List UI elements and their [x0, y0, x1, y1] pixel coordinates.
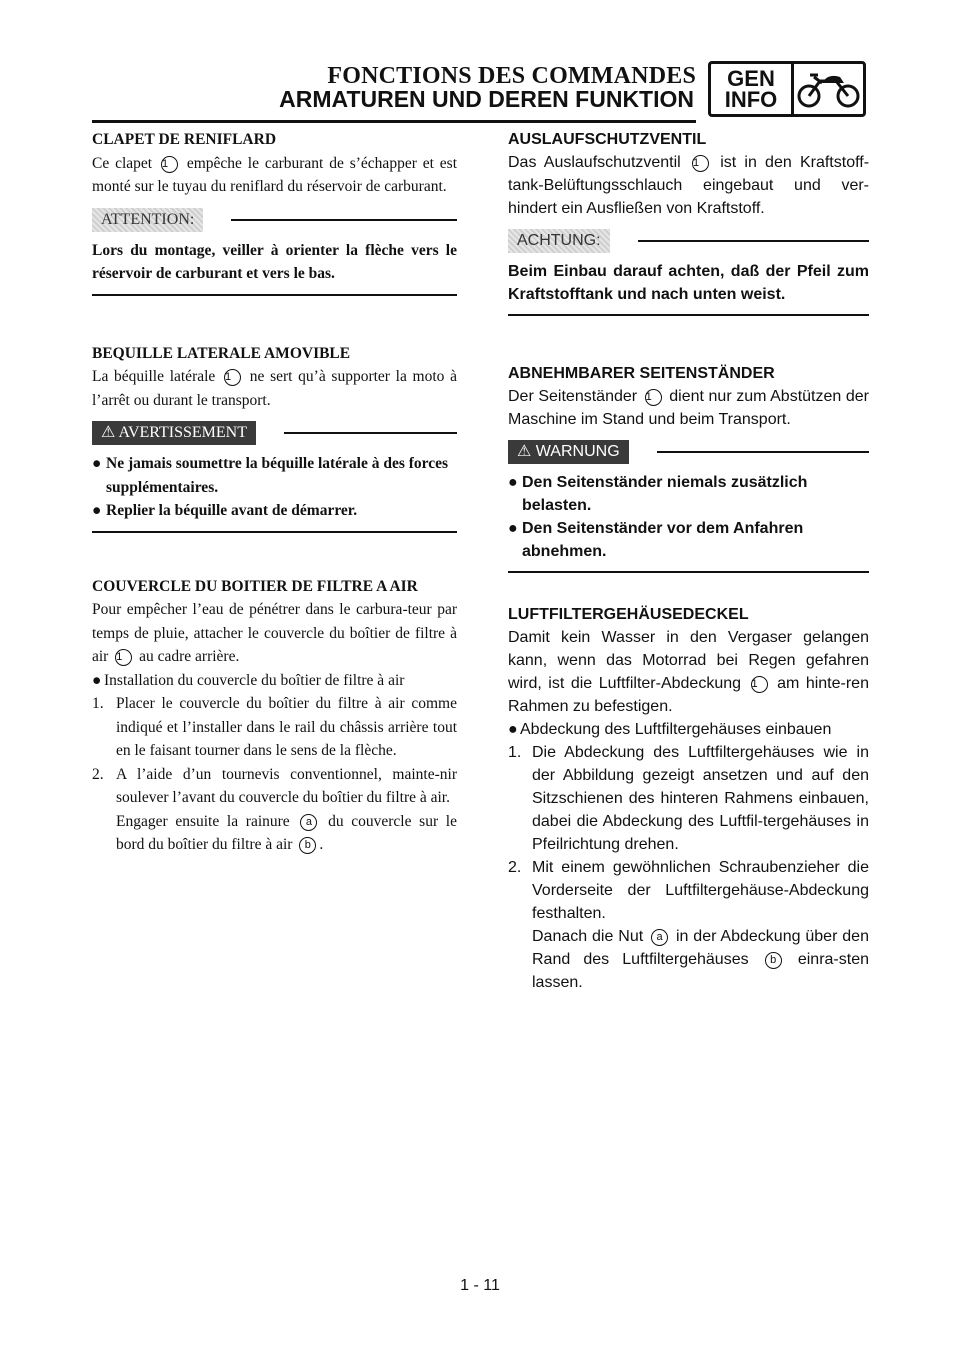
fr-aircover-bullet: Installation du couvercle du boîtier de filtre à air: [104, 671, 405, 689]
ref-a-marker: a: [300, 814, 317, 831]
ref-1-marker: 1: [161, 156, 178, 173]
list-item: [508, 856, 869, 994]
fr-aircover-heading: COUVERCLE DU BOITIER DE FILTRE A AIR: [92, 577, 418, 595]
fr-step-2b-a: Engager ensuite la rainure: [116, 812, 290, 830]
fr-sidestand-heading: BEQUILLE LATERALE AMOVIBLE: [92, 344, 351, 362]
fr-attention-box: [92, 207, 457, 296]
de-sidestand-text: [508, 385, 869, 431]
fr-warning-label-text: AVERTISSEMENT: [118, 424, 247, 441]
french-column: [92, 128, 457, 857]
step-number: 2.: [508, 859, 522, 876]
ref-b-marker: b: [299, 837, 316, 854]
de-aircover-heading: LUFTFILTERGEHÄUSEDECKEL: [508, 606, 749, 623]
step-number: 1.: [508, 744, 522, 761]
list-item: [508, 517, 869, 563]
motorcycle-icon: [794, 64, 863, 114]
fr-step-2: [116, 763, 457, 857]
fr-breather-text: [92, 152, 457, 199]
de-sidestand-heading: ABNEHMBARER SEITENSTÄNDER: [508, 365, 775, 382]
de-achtung-rule: [638, 240, 869, 242]
warning-triangle-icon: ⚠: [101, 424, 116, 441]
list-item: [508, 471, 869, 517]
fr-attention-rule: [231, 219, 457, 221]
de-achtung-label: ACHTUNG:: [508, 229, 610, 253]
header-rule: [92, 120, 696, 123]
de-achtung-box: [508, 228, 869, 316]
bullet-icon: ●: [508, 474, 518, 491]
warning-triangle-icon: ⚠: [517, 443, 532, 460]
de-warnung-rule: [657, 451, 869, 453]
de-breather-text-b: ist in den Kraftstoff-tank-Belüftungsschlauch eingebaut und ver-hindert ein Ausfließen von Kraftstoff.: [508, 154, 870, 217]
fr-step-2b-c: .: [319, 836, 324, 853]
list-item: [92, 499, 457, 523]
de-aircover-text-a: Damit kein Wasser in den Vergaser gelangen kann, wenn das Motorrad bei Regen gefahren wird, ist die Luftfilter-Abdeckung: [508, 629, 869, 692]
badge-line-2: INFO: [724, 87, 778, 112]
list-item: [92, 763, 457, 857]
fr-attention-label: ATTENTION:: [92, 208, 203, 232]
de-step-2-text: Mit einem gewöhnlichen Schraubenzieher die Vorderseite der Luftfiltergehäuse-Abdeckung festhalten.: [532, 859, 869, 922]
de-warnung-label-text: WARNUNG: [535, 443, 620, 460]
ref-1-marker: 1: [692, 155, 709, 172]
fr-sidestand-text-b: ne sert qu’à supporter la moto à l’arrêt ou durant le transport.: [92, 368, 458, 409]
de-step-2: [532, 856, 869, 994]
list-item: [92, 669, 457, 693]
bullet-icon: ●: [92, 455, 102, 472]
header-title-de: ARMATUREN UND DEREN FUNKTION: [279, 86, 694, 112]
de-step-2b-b: in der Abdeckung über den Rand des Luftfiltergehäuses: [532, 928, 869, 968]
fr-breather-heading: CLAPET DE RENIFLARD: [92, 131, 277, 148]
fr-warning-box: [92, 420, 457, 533]
de-step-2b-c: einra-sten lassen.: [532, 951, 869, 991]
gen-info-badge: [708, 61, 866, 117]
ref-1-marker: 1: [645, 389, 662, 406]
de-sidestand-text-a: Der Seitenständer: [508, 388, 638, 405]
bullet-icon: ●: [92, 671, 102, 689]
list-item: [92, 692, 457, 763]
list-item: [92, 452, 457, 499]
de-step-2b-a: Danach die Nut: [532, 928, 644, 945]
fr-warning-bullet-1: Ne jamais soumettre la béquille latérale à des forces supplémentaires.: [106, 455, 449, 496]
ref-b-marker: b: [765, 952, 782, 969]
badge-line-1: GEN: [727, 66, 775, 91]
list-item: [508, 718, 869, 741]
header-title-fr: FONCTIONS DES COMMANDES: [327, 63, 696, 89]
de-aircover-text: [508, 626, 869, 718]
de-aircover-text-b: am hinte-ren Rahmen zu befestigen.: [508, 675, 869, 715]
list-item: [508, 741, 869, 856]
de-breather-heading: AUSLAUFSCHUTZVENTIL: [508, 131, 707, 148]
german-column: [508, 128, 869, 994]
fr-attention-text: Lors du montage, veiller à orienter la flèche vers le réservoir de carburant et vers le bas.: [92, 241, 457, 282]
fr-sidestand-text: [92, 365, 457, 412]
fr-breather-text-a: Ce clapet: [92, 154, 153, 172]
fr-step-2-text: A l’aide d’un tournevis conventionnel, mainte-nir soulever l’avant du couvercle du boîtier du filtre à air.: [116, 765, 457, 806]
de-breather-text-a: Das Auslaufschutzventil: [508, 154, 681, 171]
de-sidestand-text-b: dient nur zum Abstützen der Maschine im Stand und beim Transport.: [508, 388, 869, 428]
fr-step-1: Placer le couvercle du boîtier du filtre à air comme indiqué et l’installer dans le rail du châssis arrière tout en le faisant tourner dans le sens de la flèche.: [116, 695, 457, 759]
ref-1-marker: 1: [751, 676, 768, 693]
bullet-icon: ●: [508, 721, 518, 738]
fr-warning-bullet-2: Replier la béquille avant de démarrer.: [106, 502, 358, 519]
ref-1-marker: 1: [115, 649, 132, 666]
ref-a-marker: a: [651, 929, 668, 946]
de-warnung-bullet-2: Den Seitenständer vor dem Anfahren abnehmen.: [522, 520, 804, 560]
step-number: 1.: [92, 695, 104, 712]
de-warnung-box: [508, 439, 869, 573]
bullet-icon: ●: [92, 502, 102, 519]
fr-warning-label: [92, 421, 256, 445]
de-aircover-bullet: Abdeckung des Luftfiltergehäuses einbauen: [520, 721, 832, 738]
de-warnung-bullet-1: Den Seitenständer niemals zusätzlich belasten.: [522, 474, 808, 514]
fr-aircover-text-a: Pour empêcher l’eau de pénétrer dans le carbura-teur par temps de pluie, attacher le couvercle du boîtier de filtre à air: [92, 601, 457, 665]
fr-step-2b-b: du couvercle sur le bord du boîtier du filtre à air: [116, 812, 457, 853]
de-breather-text: [508, 151, 869, 220]
fr-aircover-text-b: au cadre arrière.: [139, 648, 240, 665]
badge-text: [711, 64, 794, 114]
fr-sidestand-text-a: La béquille latérale: [92, 368, 216, 385]
fr-warning-rule: [284, 432, 457, 434]
de-achtung-text: Beim Einbau darauf achten, daß der Pfeil zum Kraftstofftank und nach unten weist.: [508, 263, 869, 303]
ref-1-marker: 1: [224, 369, 241, 386]
page-number: 1 - 11: [460, 1277, 500, 1294]
step-number: 2.: [92, 765, 104, 783]
fr-breather-text-b: empêche le carburant de s’échapper et est monté sur le tuyau du reniflard du réservoir de carburant.: [92, 154, 457, 195]
de-step-1: Die Abdeckung des Luftfiltergehäuses wie in der Abbildung gezeigt ansetzen und auf den Sitzschienen des hinteren Rahmens einbauen, dabei die Abdeckung des Luftfil-tergehäuses in Pfeilrichtung drehen.: [532, 744, 869, 853]
bullet-icon: ●: [508, 520, 518, 537]
fr-aircover-text: [92, 598, 457, 669]
de-warnung-label: [508, 440, 629, 464]
